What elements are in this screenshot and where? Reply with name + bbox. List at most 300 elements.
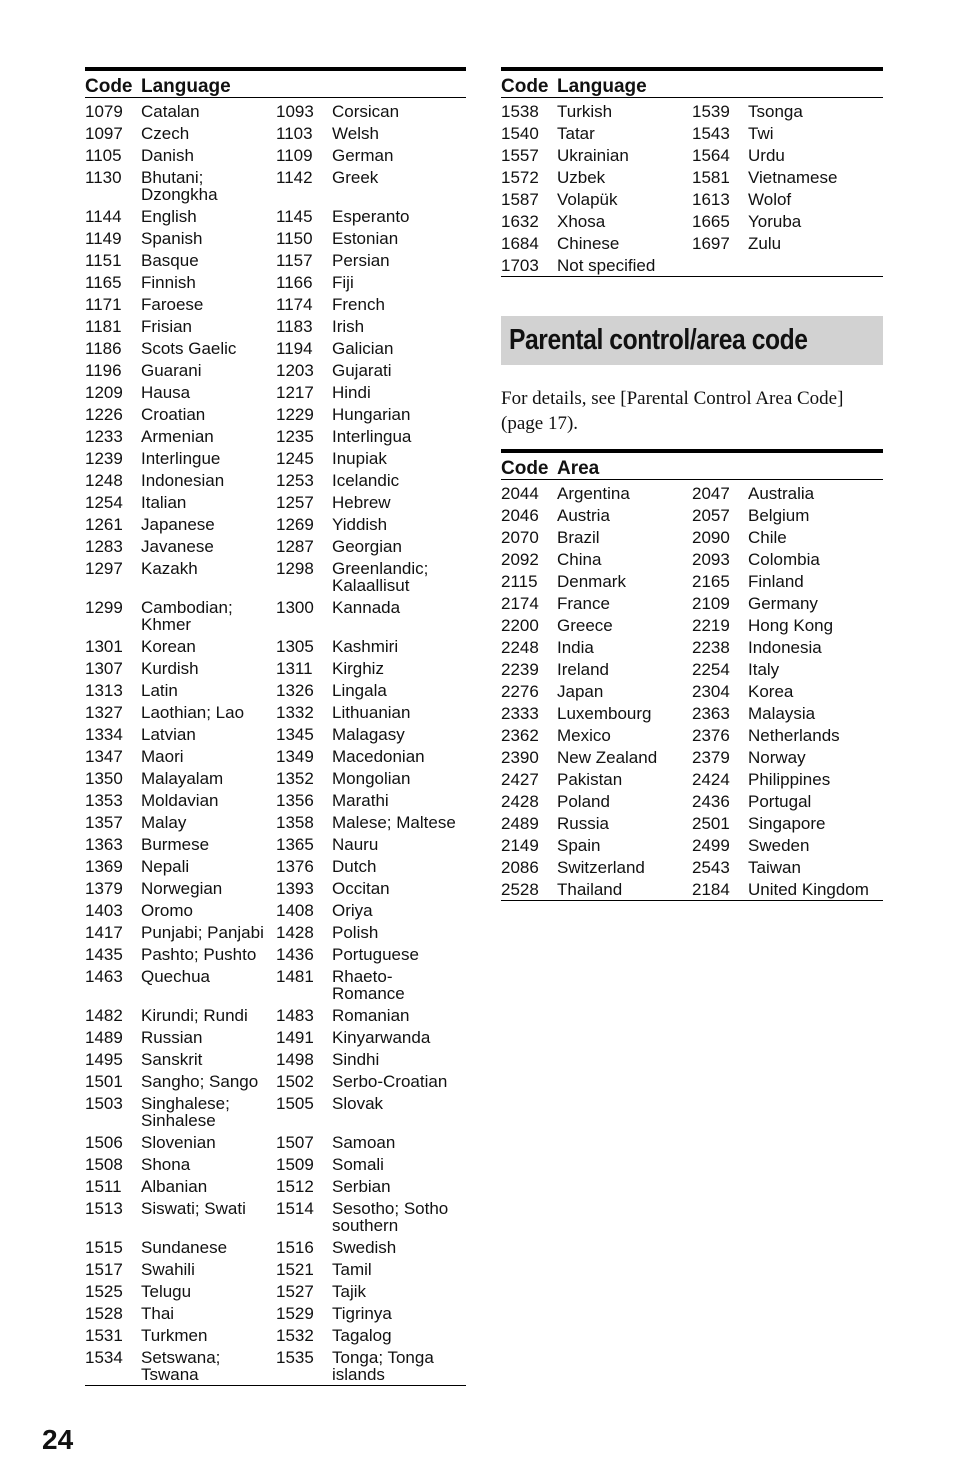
code-cell: 1531 [85,1326,123,1345]
name-cell: Faroese [141,295,204,314]
code-cell: 1233 [85,427,123,446]
code-cell: 1517 [85,1260,123,1279]
page-number: 24 [42,1424,74,1455]
table-row [501,700,883,722]
table-row [501,546,883,568]
table-row [85,1322,466,1344]
name-cell: Mongolian [332,769,411,788]
code-cell: 1235 [276,427,314,446]
code-cell: 1332 [276,703,314,722]
code-cell: 1505 [276,1094,314,1113]
code-cell: 1483 [276,1006,314,1025]
name-cell: Bhutani; Dzongkha [141,168,218,204]
name-cell: Maori [141,747,184,766]
code-cell: 1109 [276,146,313,165]
code-cell: 2543 [692,858,730,877]
code-cell: 2304 [692,682,730,701]
table-row [85,1344,466,1383]
name-cell: Chile [748,528,787,547]
code-cell: 2090 [692,528,730,547]
table-row [85,555,466,594]
name-cell: Danish [141,146,194,165]
name-cell: French [332,295,385,314]
name-cell: Sanskrit [141,1050,203,1069]
name-cell: China [557,550,602,569]
code-cell: 1097 [85,124,123,143]
table-row [85,142,466,164]
name-cell: Serbian [332,1177,391,1196]
name-cell: Italian [141,493,187,512]
code-cell: 1209 [85,383,123,402]
code-cell: 1356 [276,791,314,810]
code-cell: 1334 [85,725,123,744]
name-cell: Belgium [748,506,810,525]
code-cell: 1503 [85,1094,123,1113]
code-cell: 1165 [85,273,122,292]
code-cell: 1376 [276,857,314,876]
name-cell: Nepali [141,857,190,876]
code-cell: 2174 [501,594,539,613]
table-row [501,524,883,546]
name-cell: German [332,146,394,165]
code-cell: 2501 [692,814,730,833]
name-cell: Korean [141,637,196,656]
language-table-right [501,67,883,277]
code-cell: 1511 [85,1177,122,1196]
name-cell: Greece [557,616,613,635]
name-cell: Chinese [557,234,620,253]
code-cell: 1196 [85,361,122,380]
code-cell: 1365 [276,835,314,854]
code-cell: 1393 [276,879,314,898]
code-cell: 2424 [692,770,730,789]
name-cell: Tagalog [332,1326,392,1345]
code-cell: 2276 [501,682,539,701]
name-cell: Lingala [332,681,387,700]
code-cell: 1144 [85,207,122,226]
code-cell: 1352 [276,769,314,788]
name-cell: Icelandic [332,471,400,490]
name-cell: Sesotho; Sotho southern [332,1199,449,1235]
code-cell: 2219 [692,616,730,635]
code-cell: 2499 [692,836,730,855]
name-cell: Denmark [557,572,626,591]
name-cell: Mexico [557,726,611,745]
name-cell: Colombia [748,550,820,569]
code-cell: 2086 [501,858,539,877]
code-cell: 1436 [276,945,314,964]
code-cell: 1540 [501,124,539,143]
name-cell: Latin [141,681,178,700]
name-cell: Latvian [141,725,196,744]
table-row [501,810,883,832]
table-row [85,1090,466,1129]
code-cell: 1257 [276,493,314,512]
code-cell: 1142 [276,168,313,187]
name-cell: Albanian [141,1177,208,1196]
table-row [501,502,883,524]
code-cell: 1463 [85,967,123,986]
table-row [85,203,466,225]
name-cell: Slovenian [141,1133,216,1152]
code-cell: 1665 [692,212,730,231]
name-cell: Kashmiri [332,637,399,656]
code-cell: 1229 [276,405,314,424]
name-cell: Ukrainian [557,146,629,165]
name-cell: Esperanto [332,207,410,226]
code-cell: 1581 [692,168,730,187]
code-cell: 1379 [85,879,123,898]
table-row [85,1068,466,1090]
name-cell: Pashto; Pushto [141,945,257,964]
table-row [85,335,466,357]
name-cell: Swahili [141,1260,195,1279]
name-cell: Malay [141,813,187,832]
table-row [501,98,883,120]
name-cell: Kurdish [141,659,199,678]
name-cell: Siswati; Swati [141,1199,246,1218]
header-area: Area [557,458,600,479]
code-cell: 2379 [692,748,730,767]
name-cell: Norwegian [141,879,223,898]
name-cell: Austria [557,506,610,525]
name-cell: Thai [141,1304,175,1323]
name-cell: Laothian; Lao [141,703,245,722]
code-cell: 1149 [85,229,122,248]
table-row [85,467,466,489]
name-cell: Tsonga [748,102,803,121]
name-cell: Wolof [748,190,792,209]
code-cell: 1506 [85,1133,123,1152]
language-table-left [85,67,466,1386]
table-row [85,721,466,743]
name-cell: Shona [141,1155,191,1174]
code-cell: 1300 [276,598,314,617]
name-cell: Interlingue [141,449,221,468]
name-cell: Catalan [141,102,200,121]
code-cell: 1203 [276,361,314,380]
name-cell: Kazakh [141,559,198,578]
name-cell: Sundanese [141,1238,228,1257]
header-code: Code [85,76,133,97]
table-row [85,445,466,467]
table-row [85,1024,466,1046]
code-cell: 1350 [85,769,123,788]
code-cell: 2238 [692,638,730,657]
name-cell: Indonesia [748,638,822,657]
table-body [501,98,883,277]
name-cell: Scots Gaelic [141,339,237,358]
name-cell: Armenian [141,427,214,446]
header-code: Code [501,76,549,97]
name-cell: Germany [748,594,818,613]
code-cell: 1254 [85,493,123,512]
table-row [85,357,466,379]
code-cell: 1130 [85,168,122,187]
code-cell: 1516 [276,1238,314,1257]
table-row [85,919,466,941]
code-cell: 1527 [276,1282,314,1301]
name-cell: Punjabi; Panjabi [141,923,264,942]
table-row [85,1278,466,1300]
name-cell: Uzbek [557,168,606,187]
name-cell: Setswana; Tswana [141,1348,221,1384]
name-cell: Tonga; Tonga islands [332,1348,434,1384]
code-cell: 1326 [276,681,314,700]
table-row [501,186,883,208]
code-cell: 1166 [276,273,313,292]
table-row [501,722,883,744]
name-cell: Dutch [332,857,377,876]
name-cell: Macedonian [332,747,425,766]
name-cell: Oriya [332,901,373,920]
name-cell: Vietnamese [748,168,838,187]
section-title-text: Parental control/area code [509,324,808,356]
code-cell: 1495 [85,1050,123,1069]
table-body [85,98,466,1386]
name-cell: Tigrinya [332,1304,392,1323]
code-cell: 1150 [276,229,313,248]
code-cell: 2200 [501,616,539,635]
code-cell: 2165 [692,572,730,591]
name-cell: Romanian [332,1006,410,1025]
name-cell: Basque [141,251,199,270]
code-cell: 1079 [85,102,123,121]
code-cell: 1363 [85,835,123,854]
table-row [85,941,466,963]
name-cell: Telugu [141,1282,192,1301]
table-row [85,511,466,533]
code-cell: 2044 [501,484,539,503]
name-cell: Indonesian [141,471,225,490]
name-cell: Guarani [141,361,202,380]
code-cell: 2093 [692,550,730,569]
code-cell: 1529 [276,1304,314,1323]
name-cell: Australia [748,484,815,503]
code-cell: 1261 [85,515,123,534]
table-row [85,1173,466,1195]
name-cell: Singapore [748,814,826,833]
name-cell: Singhalese; Sinhalese [141,1094,230,1130]
code-cell: 1353 [85,791,123,810]
code-cell: 1313 [85,681,123,700]
code-cell: 1103 [276,124,313,143]
name-cell: Hong Kong [748,616,834,635]
table-row [85,1195,466,1234]
table-row [85,875,466,897]
name-cell: Inupiak [332,449,387,468]
name-cell: Thailand [557,880,623,899]
code-cell: 1217 [276,383,314,402]
table-row [85,225,466,247]
code-cell: 1482 [85,1006,123,1025]
name-cell: Finland [748,572,804,591]
code-cell: 2109 [692,594,730,613]
name-cell: Javanese [141,537,214,556]
name-cell: France [557,594,610,613]
table-row [501,744,883,766]
code-cell: 1174 [276,295,313,314]
code-cell: 1684 [501,234,539,253]
code-cell: 1435 [85,945,123,964]
name-cell: Kirghiz [332,659,384,678]
code-cell: 2092 [501,550,539,569]
table-row [501,230,883,252]
name-cell: Frisian [141,317,193,336]
table-row [85,1046,466,1068]
table-body [501,480,883,901]
name-cell: Rhaeto- Romance [332,967,405,1003]
code-cell: 1157 [276,251,313,270]
code-cell: 2070 [501,528,539,547]
name-cell: Moldavian [141,791,219,810]
name-cell: Volapük [557,190,618,209]
code-cell: 1534 [85,1348,123,1367]
name-cell: Oromo [141,901,193,920]
name-cell: Malese; Maltese [332,813,456,832]
code-cell: 1345 [276,725,314,744]
code-cell: 1507 [276,1133,314,1152]
code-cell: 1587 [501,190,539,209]
table-row [85,120,466,142]
code-cell: 2047 [692,484,730,503]
name-cell: Cambodian; Khmer [141,598,233,634]
code-cell: 1572 [501,168,539,187]
name-cell: Kannada [332,598,401,617]
code-cell: 1105 [85,146,122,165]
table-row [85,313,466,335]
name-cell: Occitan [332,879,390,898]
table-row [501,252,883,274]
name-cell: Welsh [332,124,379,143]
code-cell: 1369 [85,857,123,876]
name-cell: Corsican [332,102,400,121]
code-cell: 1417 [85,923,123,942]
table-row [85,963,466,1002]
code-cell: 1498 [276,1050,314,1069]
name-cell: Georgian [332,537,402,556]
name-cell: Sangho; Sango [141,1072,259,1091]
name-cell: Hausa [141,383,191,402]
table-row [85,269,466,291]
code-cell: 1358 [276,813,314,832]
table-row [85,379,466,401]
table-row [85,633,466,655]
name-cell: United Kingdom [748,880,869,899]
code-cell: 1513 [85,1199,123,1218]
name-cell: Spanish [141,229,203,248]
table-header [501,67,883,98]
table-row [85,677,466,699]
name-cell: Korea [748,682,794,701]
name-cell: Burmese [141,835,210,854]
code-cell: 1408 [276,901,314,920]
table-row [85,853,466,875]
code-cell: 2184 [692,880,730,899]
name-cell: Twi [748,124,774,143]
name-cell: Estonian [332,229,399,248]
code-cell: 1347 [85,747,123,766]
code-cell: 2239 [501,660,539,679]
code-cell: 1538 [501,102,539,121]
code-cell: 1528 [85,1304,123,1323]
code-cell: 1269 [276,515,314,534]
code-cell: 1525 [85,1282,123,1301]
name-cell: Yiddish [332,515,388,534]
code-cell: 1697 [692,234,730,253]
table-row [501,208,883,230]
name-cell: Swedish [332,1238,397,1257]
name-cell: New Zealand [557,748,658,767]
name-cell [748,257,883,274]
name-cell: Taiwan [748,858,801,877]
name-cell: Nauru [332,835,379,854]
name-cell: Marathi [332,791,389,810]
code-cell: 2489 [501,814,539,833]
name-cell: Japanese [141,515,215,534]
code-cell: 1186 [85,339,122,358]
name-cell: Argentina [557,484,630,503]
table-row [85,247,466,269]
code-cell: 1613 [692,190,730,209]
table-row [501,832,883,854]
name-cell: Samoan [332,1133,396,1152]
name-cell: Xhosa [557,212,606,231]
name-cell: Greek [332,168,379,187]
code-cell: 1194 [276,339,313,358]
code-cell: 2115 [501,572,538,591]
name-cell: Italy [748,660,780,679]
name-cell: Sindhi [332,1050,380,1069]
code-cell: 1403 [85,901,123,920]
code-cell: 1508 [85,1155,123,1174]
code-cell: 1305 [276,637,314,656]
name-cell: Russia [557,814,609,833]
code-cell: 1501 [85,1072,123,1091]
name-cell: Serbo-Croatian [332,1072,448,1091]
name-cell: Somali [332,1155,384,1174]
name-cell: Malagasy [332,725,405,744]
code-cell: 1253 [276,471,314,490]
name-cell: India [557,638,594,657]
table-row [501,656,883,678]
table-row [85,594,466,633]
name-cell: Interlingua [332,427,412,446]
table-row [501,480,883,502]
code-cell: 2333 [501,704,539,723]
name-cell: Sweden [748,836,810,855]
code-cell: 1502 [276,1072,314,1091]
name-cell: Tajik [332,1282,367,1301]
name-cell: Tamil [332,1260,372,1279]
code-cell: 1535 [276,1348,314,1367]
name-cell: Polish [332,923,379,942]
code-cell: 1327 [85,703,123,722]
code-cell: 2390 [501,748,539,767]
table-row [85,164,466,203]
table-row [85,1234,466,1256]
header-code: Code [501,458,549,479]
code-cell: 2046 [501,506,539,525]
table-row [85,897,466,919]
name-cell: Fiji [332,273,354,292]
code-cell: 1514 [276,1199,314,1218]
table-row [501,612,883,634]
table-row [501,854,883,876]
name-cell: Russian [141,1028,203,1047]
code-cell: 2436 [692,792,730,811]
code-cell: 2376 [692,726,730,745]
